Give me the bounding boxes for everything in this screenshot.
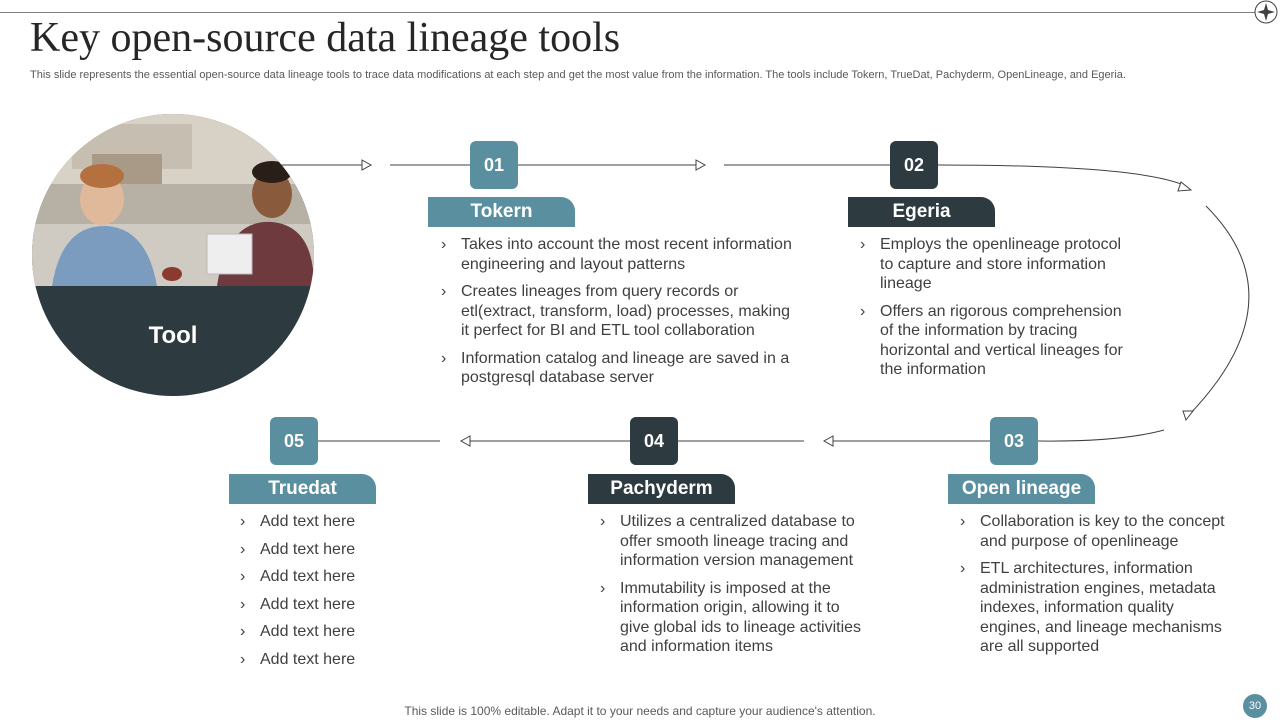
list-item: › Add text here xyxy=(240,568,356,585)
list-item: › Utilizes a centralized database to offer smooth lineage tracing and information version management xyxy=(600,513,855,569)
chevron-right-icon: › xyxy=(240,568,246,585)
chevron-right-icon: › xyxy=(441,283,447,300)
step-title-pachyderm: Pachyderm xyxy=(588,474,735,504)
chevron-right-icon: › xyxy=(860,302,866,320)
chevron-right-icon: › xyxy=(240,540,246,558)
step-title-tokern: Tokern xyxy=(428,197,575,227)
list-item: › Immutability is imposed at the information origin, allowing it to give global ids to lineage activities and information items xyxy=(600,579,862,655)
list-item: › Information catalog and lineage are saved in a postgresql database server xyxy=(441,349,790,386)
bullet-list-tokern xyxy=(441,235,796,396)
bullet-list-truedat xyxy=(240,512,420,677)
team-photo xyxy=(32,114,314,396)
chevron-right-icon: › xyxy=(240,513,246,530)
step-title-egeria: Egeria xyxy=(848,197,995,227)
step-number-05: 05 xyxy=(270,417,318,465)
page-subtitle: This slide represents the essential open-source data lineage tools to trace data modifications at each step and get the most value from the information. The tools include Tokern, TrueDat, Pachyderm, OpenLineage, and Egeria. xyxy=(30,69,1126,81)
page-number: 30 xyxy=(1243,694,1267,718)
list-item: › Add text here xyxy=(240,540,356,558)
office-photo-image xyxy=(32,114,314,286)
chevron-right-icon: › xyxy=(240,650,246,668)
list-item: › Collaboration is key to the concept and purpose of openlineage xyxy=(960,513,1225,550)
chevron-right-icon: › xyxy=(240,623,246,640)
list-item: › Offers an rigorous comprehension of the information by tracing horizontal and vertical lineages for the information xyxy=(860,302,1123,378)
step-number-01: 01 xyxy=(470,141,518,189)
list-item: › ETL architectures, information administration engines, metadata indexes, information quality engines, and lineage mechanisms are all supported xyxy=(960,560,1222,655)
chevron-right-icon: › xyxy=(441,236,447,253)
list-item: › Add text here xyxy=(240,595,356,613)
chevron-right-icon: › xyxy=(960,513,966,530)
list-item: › Creates lineages from query records or etl(extract, transform, load) processes, making it perfect for BI and ETL tool collaboration xyxy=(441,283,791,339)
bullet-list-open-lineage xyxy=(960,512,1230,665)
footer-note: This slide is 100% editable. Adapt it to your needs and capture your audience's attention. xyxy=(404,704,876,718)
step-number-04: 04 xyxy=(630,417,678,465)
list-item: › Add text here xyxy=(240,513,356,530)
step-number-02: 02 xyxy=(890,141,938,189)
chevron-right-icon: › xyxy=(600,579,606,597)
list-item: › Employs the openlineage protocol to capture and store information lineage xyxy=(860,236,1122,292)
step-number-03: 03 xyxy=(990,417,1038,465)
list-item: › Add text here xyxy=(240,650,356,668)
bullet-list-pachyderm xyxy=(600,512,865,665)
step-title-truedat: Truedat xyxy=(229,474,376,504)
chevron-right-icon: › xyxy=(600,513,606,530)
bullet-list-egeria xyxy=(860,235,1125,388)
chevron-right-icon: › xyxy=(960,560,966,577)
list-item: › Takes into account the most recent information engineering and layout patterns xyxy=(441,236,792,273)
step-title-open-lineage: Open lineage xyxy=(948,474,1095,504)
list-item: › Add text here xyxy=(240,623,356,640)
hero-label: Tool xyxy=(148,322,198,349)
page-title: Key open-source data lineage tools xyxy=(30,15,621,61)
chevron-right-icon: › xyxy=(441,349,447,367)
chevron-right-icon: › xyxy=(240,595,246,613)
chevron-right-icon: › xyxy=(860,236,866,253)
